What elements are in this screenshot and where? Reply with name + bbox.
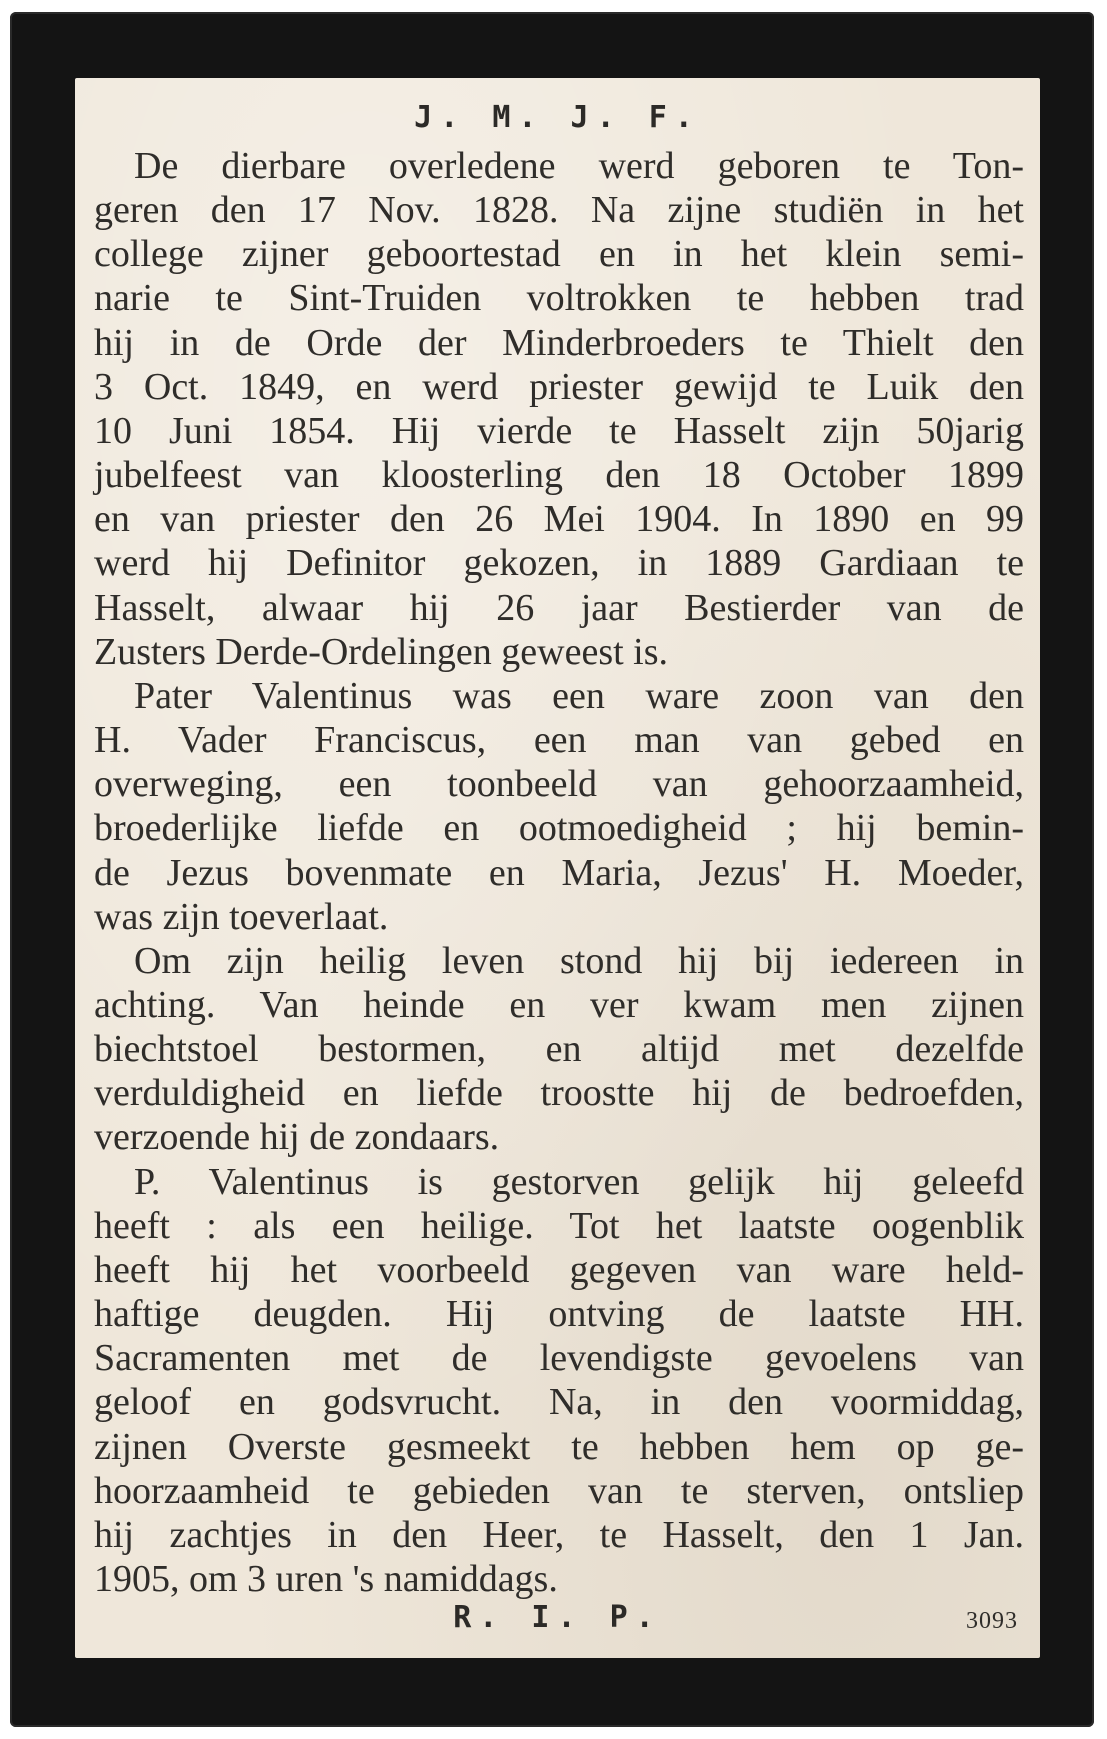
card-paper [75, 78, 1040, 1658]
text-line: heeft : als een heilige. Tot het laatste oogenblik [94, 1204, 1024, 1247]
card-footer-rip: R. I. P. [453, 1600, 662, 1635]
text-line: achting. Van heinde en ver kwam men zijnen [94, 983, 1024, 1026]
text-line: Om zijn heilig leven stond hij bij iedereen in [134, 939, 1024, 982]
text-line: biechtstoel bestormen, en altijd met dezelfde [94, 1028, 1024, 1071]
text-line: jubelfeest van kloosterling den 18 October 1899 [94, 454, 1024, 497]
text-line: hoorzaamheid te gebieden van te sterven, ontsliep [94, 1469, 1024, 1512]
text-line: narie te Sint-Truiden voltrokken te hebben trad [94, 277, 1024, 320]
text-line: en van priester den 26 Mei 1904. In 1890 en 99 [94, 498, 1024, 541]
text-line: De dierbare overledene werd geboren te Ton- [134, 145, 1024, 187]
text-line: was zijn toeverlaat. [94, 895, 389, 938]
text-line: Sacramenten met de levendigste gevoelens van [94, 1337, 1024, 1380]
print-code: 3093 [966, 1608, 1018, 1634]
text-line: 10 Juni 1854. Hij vierde te Hasselt zijn 50jarig [94, 409, 1024, 452]
text-line: hij zachtjes in den Heer, te Hasselt, den 1 Jan. [94, 1513, 1024, 1556]
text-line: geloof en godsvrucht. Na, in den voormiddag, [94, 1381, 1024, 1424]
text-line: heeft hij het voorbeeld gegeven van ware held- [94, 1248, 1024, 1291]
text-line: haftige deugden. Hij ontving de laatste HH. [94, 1293, 1024, 1336]
text-line: Hasselt, alwaar hij 26 jaar Bestierder van de [94, 586, 1024, 629]
text-line: hij in de Orde der Minderbroeders te Thielt den [94, 321, 1024, 364]
card-header: J. M. J. F. [414, 100, 701, 135]
text-line: 3 Oct. 1849, en werd priester gewijd te Luik den [94, 365, 1024, 408]
text-line: P. Valentinus is gestorven gelijk hij geleefd [134, 1160, 1024, 1203]
text-line: de Jezus bovenmate en Maria, Jezus' H. Moeder, [94, 851, 1024, 894]
text-line: verduldigheid en liefde troostte hij de bedroefden, [94, 1072, 1024, 1115]
text-line: H. Vader Franciscus, een man van gebed en [94, 719, 1024, 762]
text-line: 1905, om 3 uren 's namiddags. [94, 1558, 558, 1600]
text-line: verzoende hij de zondaars. [94, 1116, 500, 1159]
memorial-card [10, 12, 1094, 1727]
text-line: overweging, een toonbeeld van gehoorzaamheid, [94, 763, 1024, 806]
text-line: broederlijke liefde en ootmoedigheid ; hij bemin- [94, 807, 1024, 850]
text-line: werd hij Definitor gekozen, in 1889 Gardiaan te [94, 542, 1024, 585]
text-line: Zusters Derde-Ordelingen geweest is. [94, 630, 669, 673]
text-line: zijnen Overste gesmeekt te hebben hem op ge- [94, 1425, 1024, 1468]
text-line: geren den 17 Nov. 1828. Na zijne studiën in het [94, 189, 1024, 232]
text-line: college zijner geboortestad en in het klein semi- [94, 233, 1024, 276]
text-line: Pater Valentinus was een ware zoon van den [134, 674, 1024, 717]
card-body-text [94, 144, 1024, 1601]
